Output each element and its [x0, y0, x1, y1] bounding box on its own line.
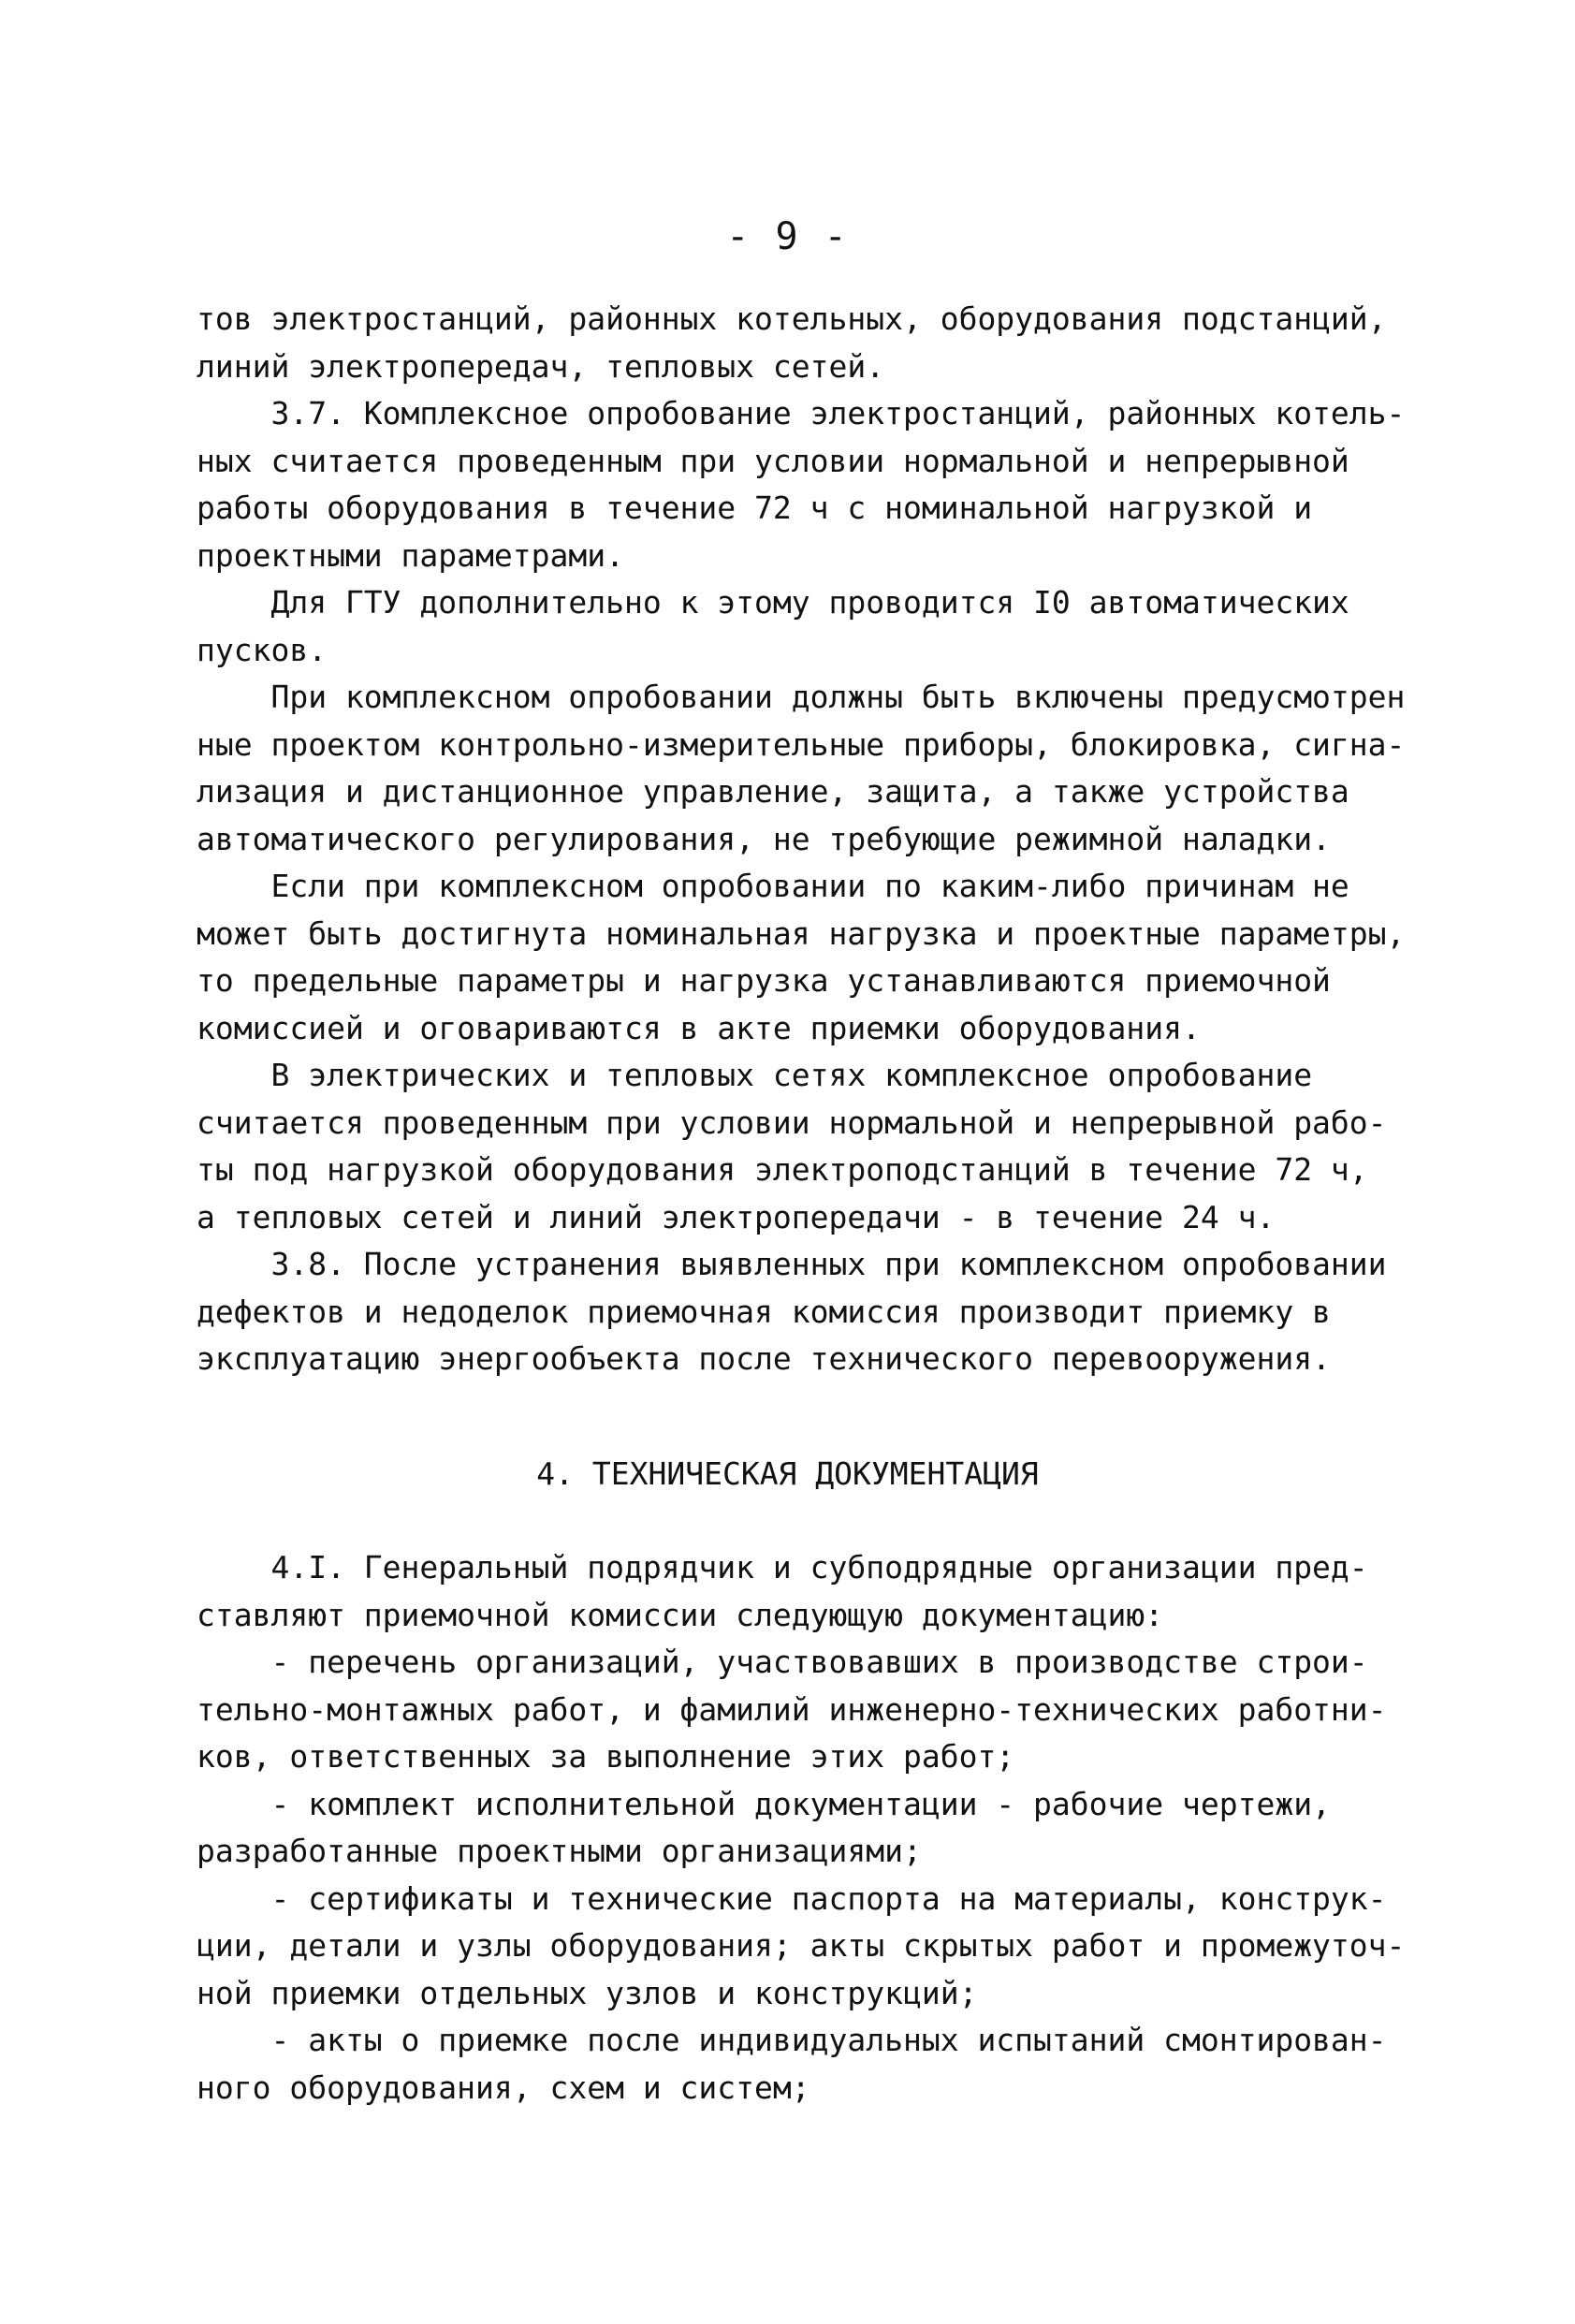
text-line: автоматического регулирования, не требующие режимной наладки. — [197, 820, 1331, 857]
section-4-heading: 4. ТЕХНИЧЕСКАЯ ДОКУМЕНТАЦИЯ — [536, 1455, 1039, 1492]
text-line: ных считается проведенным при условии нормальной и непрерывной — [197, 442, 1349, 479]
text-line: - перечень организаций, участвовавших в производстве строи- — [197, 1644, 1368, 1680]
text-line: В электрических и тепловых сетях комплексное опробование — [197, 1057, 1313, 1093]
text-line: эксплуатацию энергообъекта после технического перевооружения. — [197, 1340, 1331, 1377]
text-line: может быть достигнута номинальная нагрузка и проектные параметры, — [197, 914, 1406, 952]
text-line: ной приемки отдельных узлов и конструкций; — [197, 1974, 978, 2011]
text-line: - акты о приемке после индивидуальных испытаний смонтирован- — [197, 2022, 1387, 2058]
text-line: проектными параметрами. — [197, 536, 624, 574]
text-line: - сертификаты и технические паспорта на материалы, конструк- — [197, 1879, 1387, 1917]
text-line: ты под нагрузкой оборудования электроподстанций в течение 72 ч, — [197, 1151, 1368, 1188]
text-line: тельно-монтажных работ, и фамилий инженерно-технических работни- — [197, 1690, 1387, 1728]
text-line: 3.8. После устранения выявленных при комплексном опробовании — [197, 1246, 1387, 1282]
text-line: то предельные параметры и нагрузка устанавливаются приемочной — [197, 962, 1331, 999]
section-4-text — [197, 1544, 1441, 2112]
text-line: комиссией и оговариваются в акте приемки оборудования. — [197, 1009, 1201, 1046]
text-line: ные проектом контрольно-измерительные приборы, блокировка, сигна- — [197, 725, 1406, 763]
text-line: Для ГТУ дополнительно к этому проводится I0 автоматических — [197, 584, 1349, 621]
text-line: Если при комплексном опробовании по каким-либо причинам не — [197, 868, 1349, 904]
text-line: работы оборудования в течение 72 ч с номинальной нагрузкой и — [197, 490, 1313, 526]
text-line: 4.I. Генеральный подрядчик и субподрядные организации пред- — [197, 1549, 1368, 1586]
text-line: ставляют приемочной комиссии следующую документацию: — [197, 1596, 1164, 1633]
page-number: - 9 - — [726, 215, 849, 258]
text-line: 3.7. Комплексное опробование электростанций, районных котель- — [197, 395, 1406, 431]
section-3-text — [197, 296, 1441, 1383]
text-line: ков, ответственных за выполнение этих работ; — [197, 1738, 1015, 1775]
text-line: ции, детали и узлы оборудования; акты скрытых работ и промежуточ- — [197, 1927, 1406, 1964]
text-line: дефектов и недоделок приемочная комиссия производит приемку в — [197, 1293, 1331, 1330]
text-line: При комплексном опробовании должны быть включены предусмотрен — [197, 679, 1406, 715]
text-line: пусков. — [197, 631, 328, 668]
text-line: тов электростанций, районных котельных, оборудования подстанций, — [197, 300, 1387, 337]
text-line: а тепловых сетей и линий электропередачи - в течение 24 ч. — [197, 1198, 1276, 1235]
text-line: лизация и дистанционное управление, защита, а также устройства — [197, 773, 1349, 810]
text-line: ного оборудования, схем и систем; — [197, 2068, 810, 2106]
text-line: линий электропередач, тепловых сетей. — [197, 347, 885, 385]
text-line: разработанные проектными организациями; — [197, 1833, 922, 1869]
text-line: считается проведенным при условии нормальной и непрерывной рабо- — [197, 1104, 1387, 1141]
text-line: - комплект исполнительной документации - рабочие чертежи, — [197, 1785, 1331, 1822]
